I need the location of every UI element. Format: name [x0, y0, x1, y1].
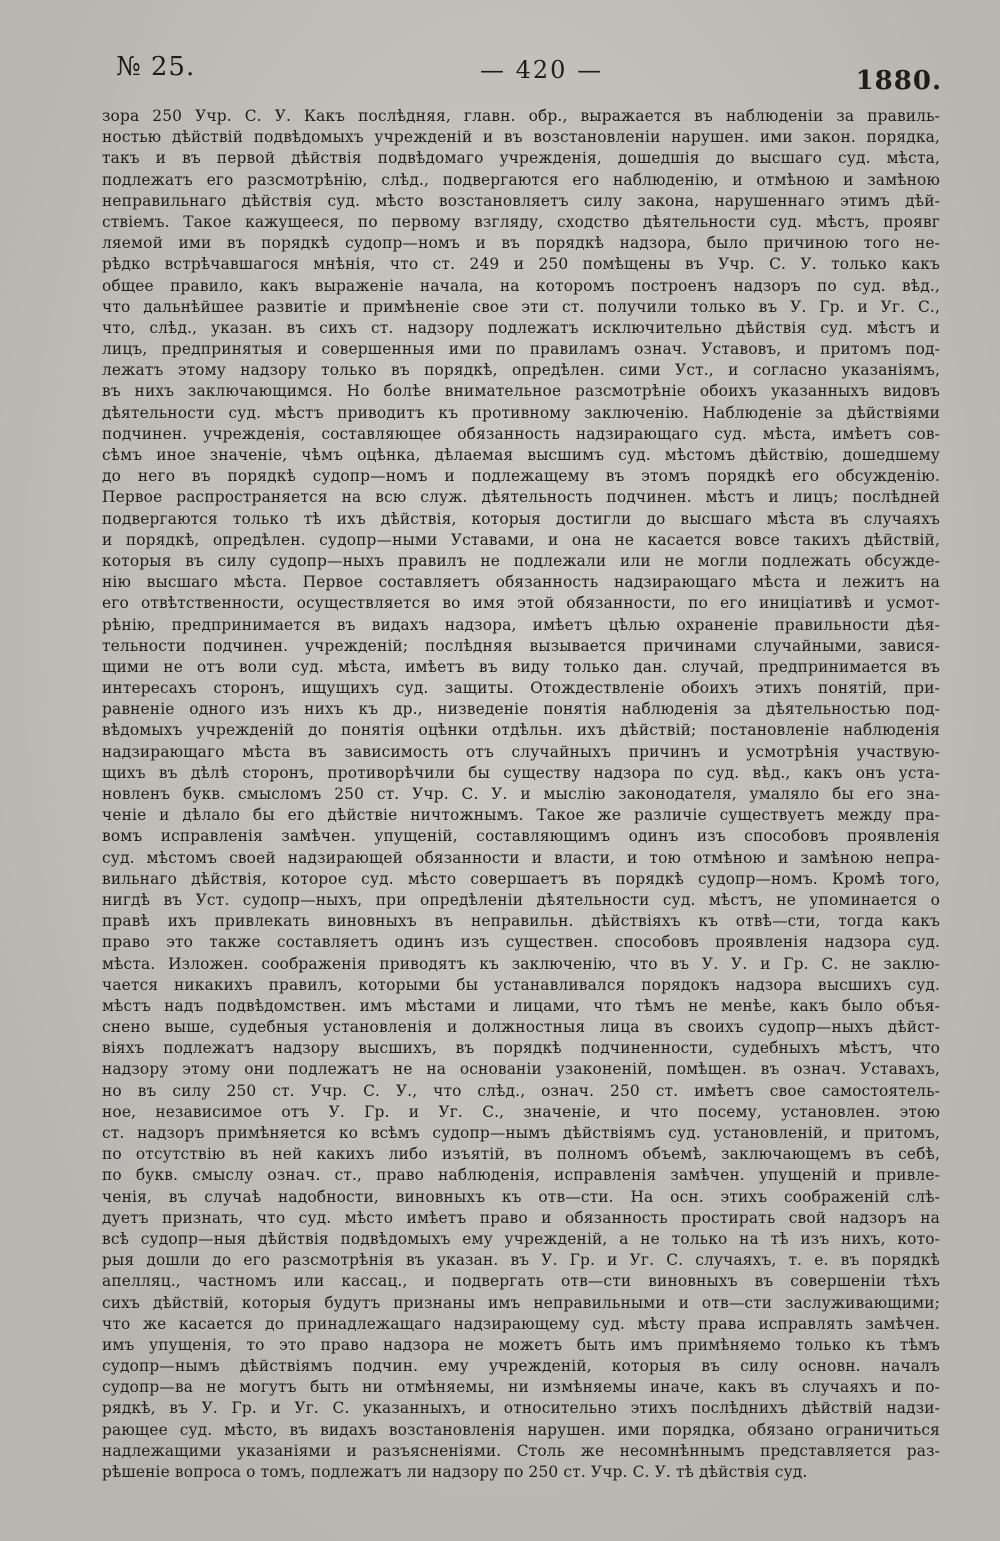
text-line: віяхъ подлежатъ надзору высшихъ, въ порядкѣ подчиненности, судебныхъ мѣстъ, что: [102, 1039, 940, 1058]
body-text: [102, 106, 940, 1483]
text-line: новленъ букв. смысломъ 250 ст. Учр. С. У. и мыслію законодателя, умаляло бы его зна-: [102, 785, 940, 803]
year-label: 1880.: [855, 66, 942, 96]
text-line: всѣ судопр—ныя дѣйствія подвѣдомыхъ ему учрежденій, а не только на тѣ изъ нихъ, кото-: [102, 1229, 940, 1248]
text-line: и порядкѣ, опредѣлен. судопр—ными Уставами, и она не касается вовсе такихъ дѣйствій,: [102, 530, 940, 549]
text-line: вѣдомыхъ учрежденій до понятія оцѣнки отдѣльн. ихъ дѣйствій; постановленіе наблюденія: [102, 721, 940, 740]
text-line: апелляц., частномъ или кассац., и подвергать отв—сти виновныхъ въ совершеніи тѣхъ: [102, 1272, 940, 1291]
text-line: зора 250 Учр. С. У. Какъ послѣдняя, главн. обр., выражается въ наблюденіи за правиль-: [102, 107, 940, 125]
text-line: надлежащими указаніями и разъясненіями. Столь же несомнѣннымъ представляется раз-: [102, 1441, 940, 1460]
text-line: вомъ исправленія замѣчен. упущеній, составляющимъ одинъ изъ способовъ проявленія: [102, 827, 940, 846]
text-line: лицъ, предпринятыя и совершенныя ими по правиламъ означ. Уставовъ, и притомъ под-: [102, 340, 940, 359]
text-line: вильнаго дѣйствія, которое суд. мѣсто совершаетъ въ порядкѣ судопр—номъ. Кромѣ того,: [102, 869, 940, 888]
text-line: ляемой ими въ порядкѣ судопр—номъ и въ порядкѣ надзора, было причиною того не-: [102, 234, 940, 253]
text-line: ное, независимое отъ У. Гр. и Уг. С., значеніе, и что посему, установлен. этою: [102, 1102, 940, 1121]
text-line: мѣстъ надъ подвѣдомствен. имъ мѣстами и лицами, что тѣмъ не менѣе, какъ было объя-: [102, 996, 940, 1015]
text-line: но въ силу 250 ст. Учр. С. У., что слѣд., означ. 250 ст. имѣетъ свое самостоятель-: [102, 1081, 940, 1100]
text-line: рающее суд. мѣсто, въ видахъ возстановленія нарушен. ими порядка, обязано ограничиться: [102, 1420, 940, 1439]
text-line: надзирающаго мѣста въ зависимость отъ случайныхъ причинъ и усмотрѣнія участвую-: [102, 742, 940, 761]
text-line: рѣнію, предпринимается въ видахъ надзора, имѣетъ цѣлью охраненіе правильности дѣя-: [102, 615, 940, 634]
text-line: которыя въ силу судопр—ныхъ правилъ не подлежали или не могли подлежать обсужде-: [102, 551, 940, 570]
text-line: щихъ въ дѣлѣ сторонъ, противорѣчили бы существу надзора по суд. вѣд., какъ онъ уста-: [102, 763, 940, 782]
text-line: чается никакихъ правилъ, которыми бы устанавливался порядокъ надзора высшихъ суд.: [102, 975, 940, 994]
text-line: ченіе и дѣлало бы его дѣйствіе ничтожнымъ. Такое же различіе существуетъ между пра-: [102, 806, 940, 825]
text-line: нію высшаго мѣста. Первое составляетъ обязанность надзирающаго мѣста и лежитъ на: [102, 573, 940, 592]
text-line: ствіемъ. Такое кажущееся, по первому взгляду, сходство дѣятельности суд. мѣстъ, проявг: [102, 212, 940, 231]
text-line: такъ и въ первой дѣйствія подвѣдомаго учрежденія, дошедшія до высшаго суд. мѣста,: [102, 149, 940, 168]
text-line: его отвѣтственности, осуществляется во имя этой обязанности, по его иниціативѣ и усмот-: [102, 594, 940, 613]
text-line: щими не отъ воли суд. мѣста, имѣетъ въ виду только дан. случай, предпринимается въ: [102, 657, 940, 676]
text-line: мѣста. Изложен. соображенія приводятъ къ заключенію, что въ У. У. и Гр. С. не заклю-: [102, 954, 940, 973]
text-line: судопр—нымъ дѣйствіямъ подчин. ему учрежденій, которыя въ силу основн. началъ: [102, 1357, 940, 1376]
text-line: дуетъ признать, что суд. мѣсто имѣетъ право и обязанность простирать свой надзоръ на: [102, 1208, 940, 1227]
text-line: до него въ порядкѣ судопр—номъ и подлежащему въ этомъ порядкѣ его обсужденію.: [102, 467, 940, 486]
text-line: неправильнаго дѣйствія суд. мѣсто возстановляетъ силу закона, нарушеннаго этимъ дѣй-: [102, 191, 940, 210]
text-line: подвергаются только тѣ ихъ дѣйствія, которыя достигли до высшаго мѣста въ случаяхъ: [102, 509, 940, 528]
text-line: снено выше, судебныя установленія и должностныя лица въ своихъ судопр—ныхъ дѣйст-: [102, 1018, 940, 1037]
text-line: Первое распространяется на всю служ. дѣятельность подчинен. мѣстъ и лицъ; послѣдней: [102, 488, 940, 507]
text-line: подлежатъ его разсмотрѣнію, слѣд., подвергаются его наблюденію, и отмѣною и замѣною: [102, 170, 940, 189]
text-line: что же касается до принадлежащаго надзирающему суд. мѣсту права исправлять замѣчен.: [102, 1314, 940, 1333]
text-line: суд. мѣстомъ своей надзирающей обязанности и власти, и тою отмѣною и замѣною непра-: [102, 848, 940, 867]
text-line: по отсутствію въ ней какихъ либо изъятій, въ полномъ объемѣ, заключающемъ въ себѣ,: [102, 1145, 940, 1164]
text-line: рѣдко встрѣчавшагося мнѣнія, что ст. 249 и 250 помѣщены въ Учр. С. У. только какъ: [102, 255, 940, 274]
text-line: рѣшеніе вопроса о томъ, подлежатъ ли надзору по 250 ст. Учр. С. У. тѣ дѣйствія суд.: [102, 1463, 808, 1481]
page-number: — 420 —: [480, 56, 604, 84]
issue-number: № 25.: [116, 52, 196, 82]
text-line: равненіе одного изъ нихъ къ др., низведеніе понятія наблюденія за дѣятельностью под-: [102, 700, 940, 719]
text-line: имъ упущенія, то это право надзора не можетъ быть имъ примѣняемо только къ тѣмъ: [102, 1335, 940, 1354]
text-line: ст. надзоръ примѣняется ко всѣмъ судопр—нымъ дѣйствіямъ суд. установленій, и притомъ,: [102, 1124, 940, 1142]
text-line: судопр—ва не могутъ быть ни отмѣняемы, ни измѣняемы иначе, какъ въ случаяхъ и по-: [102, 1378, 940, 1397]
text-line: подчинен. учрежденія, составляющее обязанность надзирающаго суд. мѣста, имѣетъ сов-: [102, 424, 940, 443]
text-line: правѣ ихъ привлекать виновныхъ въ неправильн. дѣйствіяхъ къ отвѣ—сти, тогда какъ: [102, 912, 940, 931]
text-line: право это также составляетъ одинъ изъ существен. способовъ проявленія надзора суд.: [102, 933, 940, 952]
text-line: общее правило, какъ выраженіе начала, на которомъ построенъ надзоръ по суд. вѣд.,: [102, 276, 940, 295]
text-line: нигдѣ въ Уст. судопр—ныхъ, при опредѣленіи дѣятельности суд. мѣстъ, не упоминается о: [102, 890, 940, 909]
text-line: надзору этому они подлежатъ не на основаніи узаконеній, помѣщен. въ означ. Уставахъ,: [102, 1060, 940, 1079]
text-line: въ нихъ заключающимся. Но болѣе внимательное разсмотрѣніе обоихъ указанныхъ видовъ: [102, 382, 940, 401]
page-header: [102, 42, 940, 98]
text-line: рядкѣ, въ У. Гр. и Уг. С. указанныхъ, и относительно этихъ послѣднихъ дѣйствій надзи-: [102, 1399, 940, 1418]
text-line: что, слѣд., указан. въ сихъ ст. надзору подлежатъ исключительно дѣйствія суд. мѣстъ и: [102, 318, 940, 337]
text-line: ченія, въ случаѣ надобности, виновныхъ къ отв—сти. На осн. этихъ соображеній слѣ-: [102, 1187, 940, 1206]
text-line: сихъ дѣйствій, которыя будутъ признаны имъ неправильными и отв—сти заслуживающими;: [102, 1293, 940, 1312]
text-line: по букв. смыслу означ. ст., право наблюденія, исправленія замѣчен. упущеній и привле-: [102, 1166, 940, 1185]
text-line: лежатъ этому надзору только въ порядкѣ, опредѣлен. сими Уст., и согласно указаніямъ,: [102, 361, 940, 380]
text-line: ностью дѣйствій подвѣдомыхъ учрежденій и въ возстановленіи нарушен. ими закон. порядка,: [102, 128, 940, 147]
text-line: сѣмъ иное значеніе, чѣмъ оцѣнка, дѣлаемая высшимъ суд. мѣстомъ дѣйствію, дошедшему: [102, 446, 940, 464]
text-line: дѣятельности суд. мѣстъ приводитъ къ противному заключенію. Наблюденіе за дѣйствіями: [102, 403, 940, 422]
text-line: рыя дошли до его разсмотрѣнія въ указан. въ У. Гр. и Уг. С. случаяхъ, т. е. въ порядкѣ: [102, 1251, 940, 1270]
text-line: что дальнѣйшее развитіе и примѣненіе свое эти ст. получили только въ У. Гр. и Уг. С.,: [102, 297, 940, 316]
text-line: интересахъ сторонъ, ищущихъ суд. защиты. Отождествленіе обоихъ этихъ понятій, при-: [102, 679, 940, 698]
text-line: тельности подчинен. учрежденій; послѣдняя вызывается причинами случайными, завися-: [102, 636, 940, 655]
